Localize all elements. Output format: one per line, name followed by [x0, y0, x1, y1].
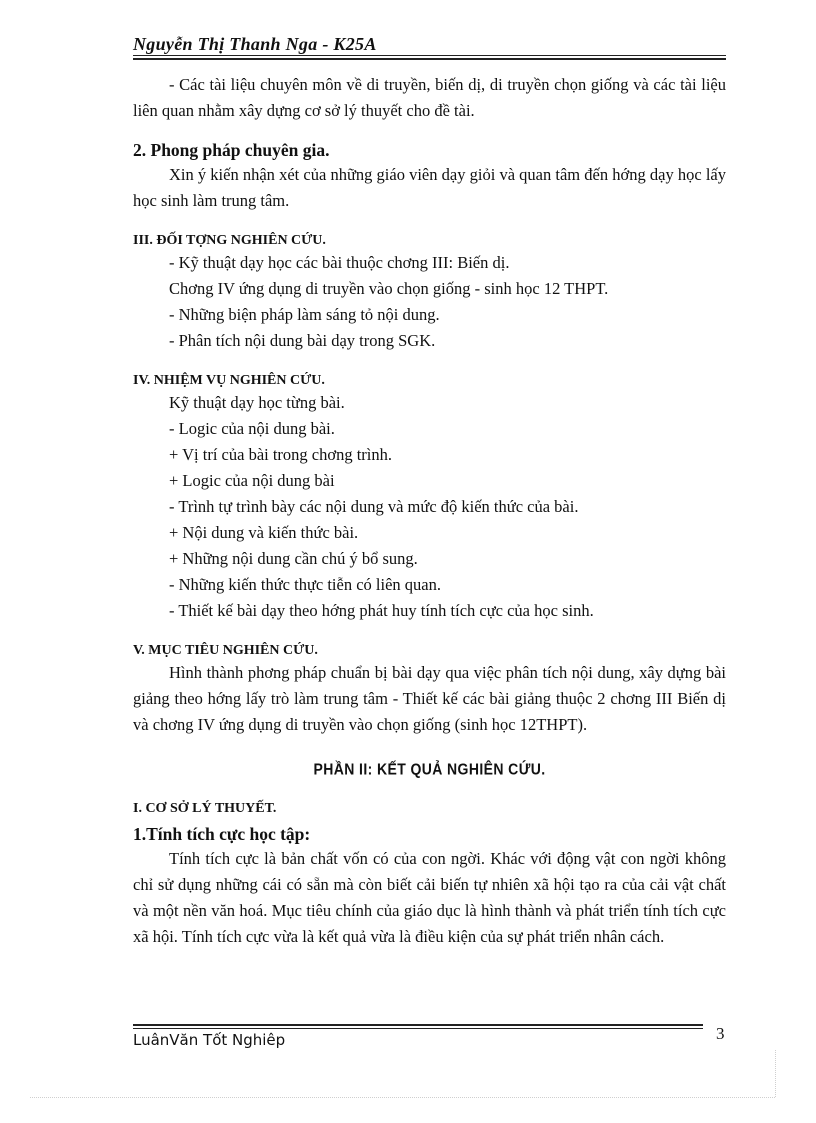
- section-3-heading: III. ĐỐI TỢNG NGHIÊN CỨU.: [133, 233, 326, 248]
- footer-rule-top: [133, 1024, 703, 1026]
- spacer: [133, 124, 726, 134]
- header-rule-bottom: [133, 58, 726, 60]
- section-3-line: - Kỹ thuật dạy học các bài thuộc chơng III: Biến dị.: [169, 253, 510, 272]
- section-4-line: + Vị trí của bài trong chơng trình.: [169, 445, 393, 464]
- header-title: Nguyễn Thị Thanh Nga - K25A: [133, 34, 377, 54]
- section-4-line: Kỹ thuật dạy học từng bài.: [169, 393, 345, 412]
- spacer: [133, 782, 726, 800]
- section-I-heading: I. CƠ SỞ LÝ THUYẾT.: [133, 801, 277, 816]
- spacer: [133, 624, 726, 642]
- section-3-line: - Phân tích nội dung bài dạy trong SGK.: [169, 331, 436, 350]
- spacer: [133, 214, 726, 232]
- section-2-paragraph: Xin ý kiến nhận xét của những giáo viên dạy giỏi và quan tâm đến hớng dạy học lấy học sinh làm trung tâm.: [133, 165, 726, 210]
- document-body: [133, 72, 726, 950]
- page-border-bottom: [30, 1097, 775, 1098]
- footer-rule-bottom: [133, 1028, 703, 1029]
- footer-text: LuânVăn Tốt Nghiêp: [133, 1031, 286, 1049]
- header-rule-top: [133, 55, 726, 56]
- page-number: 3: [716, 1024, 725, 1043]
- section-3-line: Chơng IV ứng dụng di truyền vào chọn giống - sinh học 12 THPT.: [169, 279, 609, 298]
- section-4-line: - Logic của nội dung bài.: [169, 419, 335, 438]
- intro-paragraph: - Các tài liệu chuyên môn về di truyền, biến dị, di truyền chọn giống và các tài liệu liên quan nhằm xây dựng cơ sở lý thuyết cho đề tài.: [133, 75, 726, 120]
- subsection-1-heading: 1.Tính tích cực học tập:: [133, 824, 311, 844]
- page-border-right: [775, 1050, 776, 1097]
- spacer: [133, 354, 726, 372]
- section-2-heading: 2. Phong pháp chuyên gia.: [133, 140, 330, 160]
- section-4-line: + Những nội dung cần chú ý bổ sung.: [169, 549, 418, 568]
- section-4-line: + Nội dung và kiến thức bài.: [169, 523, 359, 542]
- section-5-heading: V. MỤC TIÊU NGHIÊN CỨU.: [133, 643, 318, 658]
- subsection-1-paragraph: Tính tích cực là bản chất vốn có của con ngời. Khác với động vật con ngời không chỉ sử dụng những cái có sẵn mà còn biết cải biến tự nhiên xã hội tạo ra của cải vật chất và một nền văn hoá. Mục tiêu chính của giáo dục là hình thành và phát triển tính tích cực xã hội. Tính tích cực vừa là kết quả vừa là điều kiện của sự phát triển nhân cách.: [133, 849, 726, 946]
- section-4-line: - Những kiến thức thực tiễn có liên quan.: [169, 575, 441, 594]
- section-5-paragraph: Hình thành phơng pháp chuẩn bị bài dạy qua việc phân tích nội dung, xây dựng bài giảng theo hớng lấy trò làm trung tâm - Thiết kế các bài giảng thuộc 2 chơng III Biến dị và chơng IV ứng dụng di truyền vào chọn giống (sinh học 12THPT).: [133, 663, 726, 734]
- section-4-line: - Thiết kế bài dạy theo hớng phát huy tính tích cực của học sinh.: [169, 601, 594, 620]
- part-heading: PHẦN II: KẾT QUẢ NGHIÊN CỨU.: [313, 759, 546, 779]
- section-4-line: + Logic của nội dung bài: [169, 471, 335, 490]
- section-4-line: - Trình tự trình bày các nội dung và mức độ kiến thức của bài.: [169, 497, 579, 516]
- section-4-heading: IV. NHIỆM VỤ NGHIÊN CỨU.: [133, 373, 325, 388]
- section-3-line: - Những biện pháp làm sáng tỏ nội dung.: [169, 305, 440, 324]
